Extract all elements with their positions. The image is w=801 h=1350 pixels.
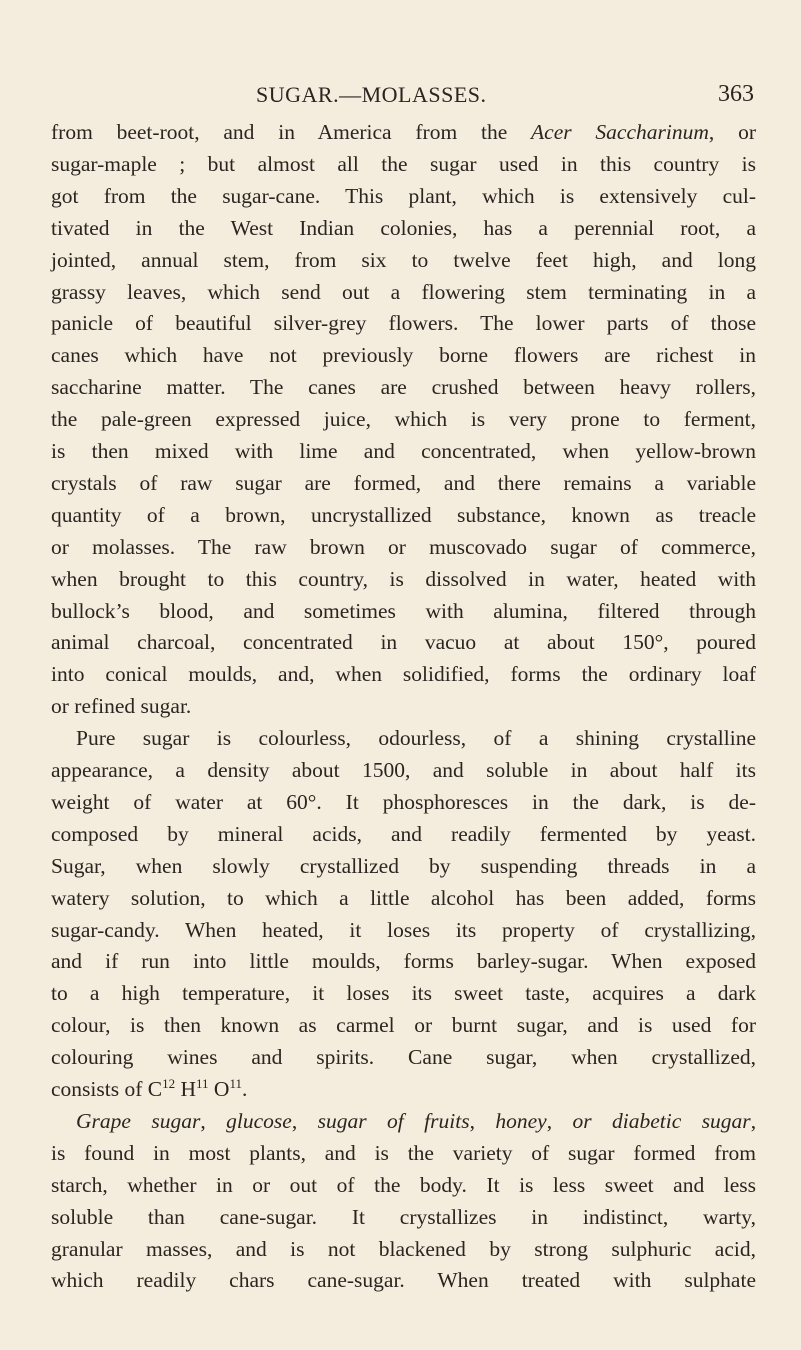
- text-line: [51, 374, 756, 401]
- text-segment: ,: [200, 1108, 227, 1133]
- text-segment: watery solution, to which a little alcohol has been added, forms: [51, 885, 756, 910]
- text-segment: Sugar, when slowly crystallized by suspending threads in a: [51, 853, 756, 878]
- text-line: [51, 661, 756, 688]
- text-line: [51, 821, 756, 848]
- text-segment: starch, whether in or out of the body. It is less sweet and less: [51, 1172, 756, 1197]
- text-segment: animal charcoal, concentrated in vacuo at about 150°, poured: [51, 630, 756, 655]
- text-segment: weight of water at 60°. It phosphoresces in the dark, is de-: [51, 789, 756, 814]
- text-line: [51, 948, 756, 975]
- text-line: [76, 1108, 756, 1135]
- text-segment: O: [208, 1077, 230, 1101]
- italic-text: sugar of fruits: [317, 1108, 470, 1133]
- text-line: [51, 693, 756, 720]
- text-segment: soluble than cane-sugar. It crystallizes in indistinct, warty,: [51, 1204, 756, 1229]
- text-segment: sugar-maple ; but almost all the sugar used in this country is: [51, 151, 756, 176]
- text-segment: or molasses. The raw brown or muscovado sugar of commerce,: [51, 534, 756, 559]
- text-segment: quantity of a brown, uncrystallized substance, known as treacle: [51, 502, 756, 527]
- text-line: [51, 1236, 756, 1263]
- italic-text: honey: [495, 1108, 547, 1133]
- text-line: [51, 1044, 756, 1071]
- text-line: [51, 470, 756, 497]
- text-line: [51, 247, 756, 274]
- text-segment: sugar-candy. When heated, it loses its property of crystallizing,: [51, 917, 756, 942]
- text-line: [51, 1012, 756, 1039]
- text-segment: bullock’s blood, and sometimes with alumina, filtered through: [51, 598, 756, 623]
- text-line: [51, 342, 756, 369]
- text-segment: or refined sugar.: [51, 694, 192, 719]
- text-segment: composed by mineral acids, and readily fermented by yeast.: [51, 821, 756, 846]
- text-segment: and if run into little moulds, forms barley-sugar. When exposed: [51, 949, 756, 974]
- text-segment: ,: [469, 1108, 496, 1133]
- text-line: [51, 566, 756, 593]
- text-line: [51, 1076, 756, 1103]
- text-line: [51, 279, 756, 306]
- text-segment: into conical moulds, and, when solidified, forms the ordinary loaf: [51, 662, 756, 687]
- superscript: 12: [162, 1076, 176, 1091]
- text-line: [51, 757, 756, 784]
- text-line: [51, 119, 756, 146]
- text-line: [51, 1204, 756, 1231]
- text-segment: got from the sugar-cane. This plant, which is extensively cul-: [51, 183, 756, 208]
- superscript: 11: [196, 1076, 209, 1091]
- text-segment: ,: [750, 1108, 757, 1133]
- text-segment: .: [241, 1077, 248, 1101]
- text-line: [51, 438, 756, 465]
- text-segment: panicle of beautiful silver-grey flowers. The lower parts of those: [51, 311, 756, 336]
- italic-text: Acer Saccharinum: [531, 120, 709, 144]
- text-segment: H: [175, 1077, 196, 1101]
- text-segment: when brought to this country, is dissolved in water, heated with: [51, 566, 756, 591]
- text-line: [51, 310, 756, 337]
- running-head: SUGAR.—MOLASSES.: [256, 82, 487, 107]
- text-line: [51, 1172, 756, 1199]
- text-segment: the pale-green expressed juice, which is very prone to ferment,: [51, 407, 756, 432]
- text-line: [51, 502, 756, 529]
- superscript: 11: [229, 1076, 242, 1091]
- text-segment: jointed, annual stem, from six to twelve feet high, and long: [51, 247, 756, 272]
- text-segment: colour, is then known as carmel or burnt sugar, and is used for: [51, 1013, 756, 1038]
- text-segment: , or: [708, 120, 756, 144]
- text-line: [51, 406, 756, 433]
- text-segment: ,: [546, 1108, 573, 1133]
- text-segment: ,: [291, 1108, 318, 1133]
- text-line: [51, 151, 756, 178]
- text-segment: to a high temperature, it loses its sweet taste, acquires a dark: [51, 981, 756, 1006]
- text-segment: is then mixed with lime and concentrated, when yellow-brown: [51, 439, 756, 463]
- text-segment: grassy leaves, which send out a flowering stem terminating in a: [51, 279, 756, 304]
- text-segment: crystals of raw sugar are formed, and there remains a variable: [51, 470, 756, 495]
- italic-text: or diabetic sugar: [572, 1108, 751, 1133]
- text-line: [51, 1140, 756, 1167]
- text-segment: granular masses, and is not blackened by strong sulphuric acid,: [51, 1236, 756, 1261]
- text-line: [76, 725, 756, 752]
- text-segment: Pure sugar is colourless, odourless, of a shining crystalline: [76, 726, 756, 751]
- text-line: [51, 629, 756, 656]
- text-line: [51, 917, 756, 944]
- text-line: [51, 598, 756, 625]
- text-segment: appearance, a density about 1500, and soluble in about half its: [51, 758, 756, 782]
- text-line: [51, 534, 756, 561]
- text-segment: saccharine matter. The canes are crushed between heavy rollers,: [51, 375, 756, 400]
- italic-text: glucose: [226, 1108, 292, 1133]
- page-number: 363: [718, 81, 754, 107]
- text-segment: consists of C: [51, 1077, 163, 1101]
- text-line: [51, 1267, 756, 1294]
- text-segment: canes which have not previously borne flowers are richest in: [51, 343, 756, 368]
- text-segment: from beet-root, and in America from the: [51, 120, 532, 144]
- text-line: [51, 980, 756, 1007]
- text-segment: tivated in the West Indian colonies, has a perennial root, a: [51, 215, 756, 240]
- text-segment: which readily chars cane-sugar. When treated with sulphate: [51, 1268, 756, 1293]
- text-line: [51, 183, 756, 210]
- text-line: [51, 215, 756, 242]
- text-line: [51, 885, 756, 912]
- text-segment: is found in most plants, and is the variety of sugar formed from: [51, 1140, 756, 1165]
- italic-text: Grape sugar: [76, 1108, 201, 1133]
- text-segment: colouring wines and spirits. Cane sugar, when crystallized,: [51, 1045, 756, 1070]
- text-line: [51, 789, 756, 816]
- text-line: [51, 853, 756, 880]
